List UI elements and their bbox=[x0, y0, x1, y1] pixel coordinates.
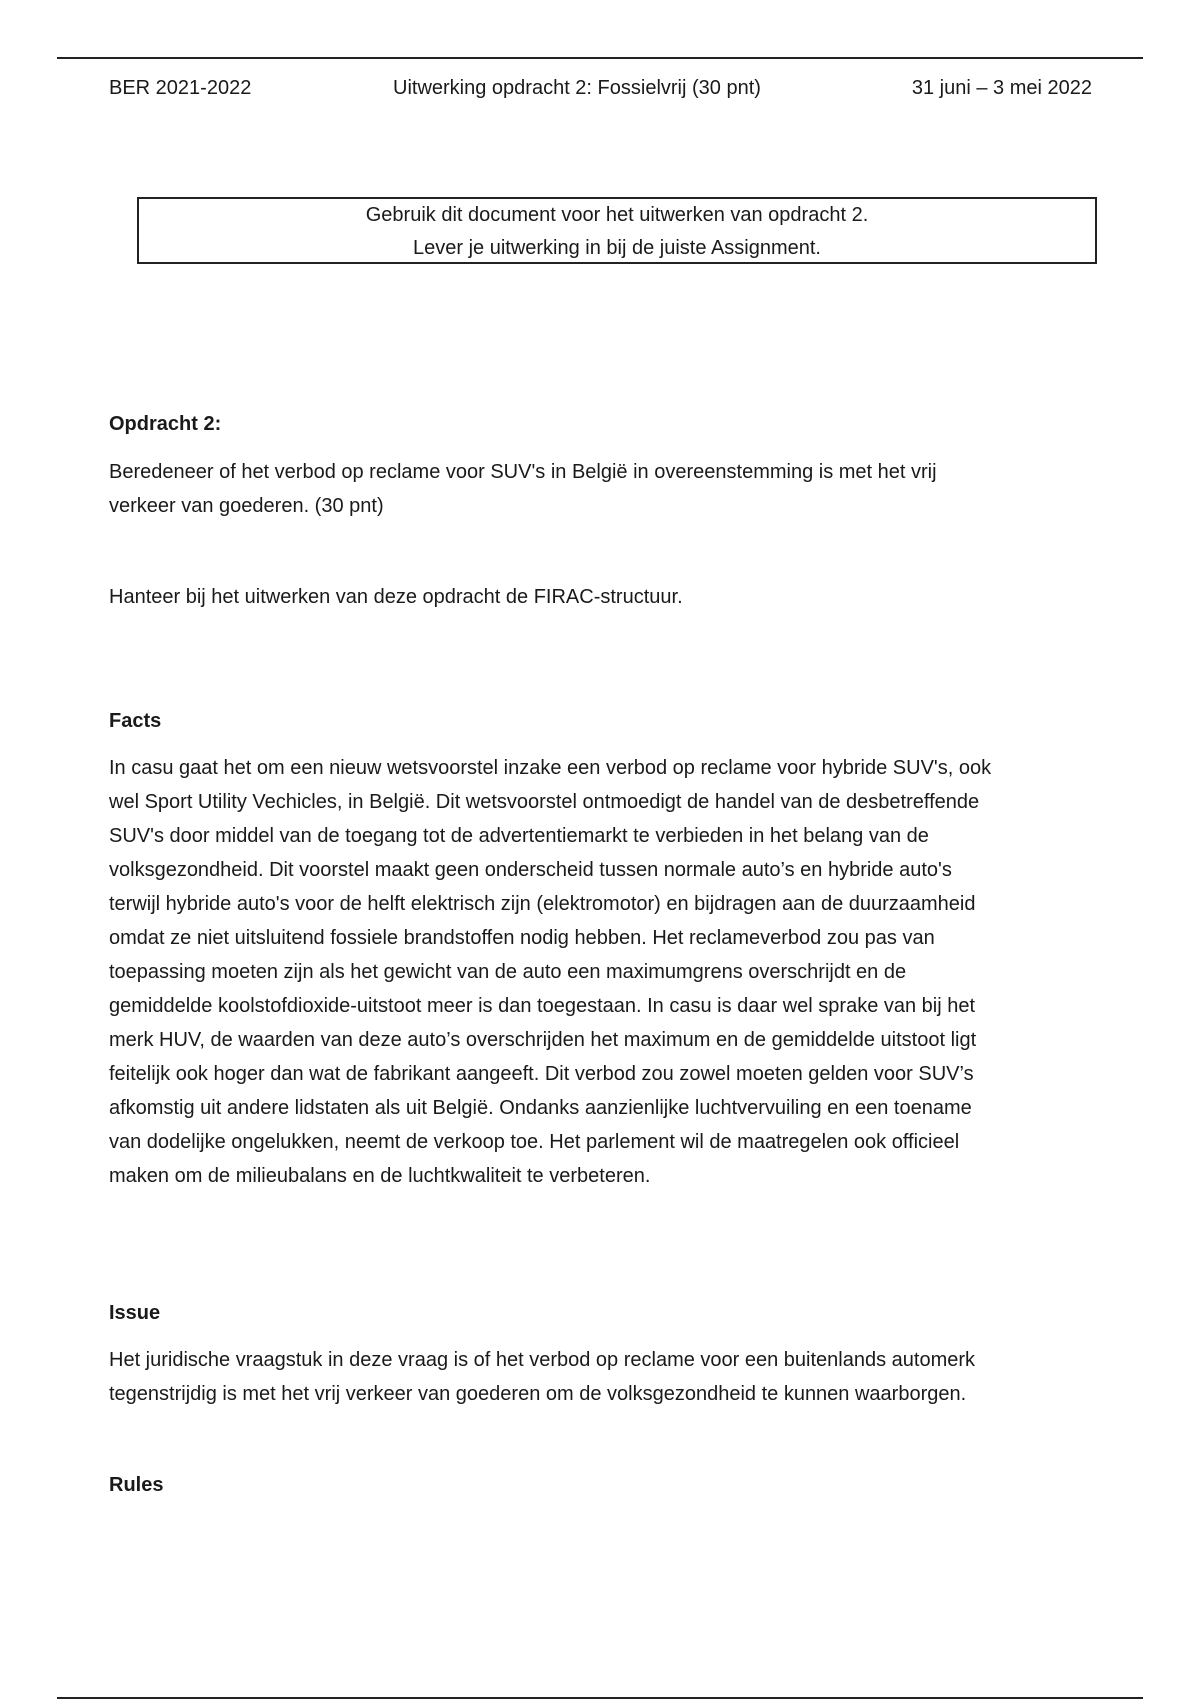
issue-heading: Issue bbox=[109, 1302, 161, 1324]
assignment-title: Uitwerking opdracht 2: Fossielvrij (30 pnt) bbox=[393, 77, 761, 99]
footer-divider bbox=[57, 1697, 1143, 1699]
facts-line: maken om de milieubalans en de luchtkwaliteit te verbeteren. bbox=[109, 1165, 651, 1187]
facts-line: volksgezondheid. Dit voorstel maakt geen onderscheid tussen normale auto’s en hybride auto's bbox=[109, 859, 952, 881]
question-line: Beredeneer of het verbod op reclame voor SUV's in België in overeenstemming is met het vrij bbox=[109, 461, 937, 483]
header-divider bbox=[57, 57, 1143, 59]
facts-line: toepassing moeten zijn als het gewicht van de auto een maximumgrens overschrijdt en de bbox=[109, 961, 907, 983]
facts-line: gemiddelde koolstofdioxide-uitstoot meer is dan toegestaan. In casu is daar wel sprake van bij het bbox=[109, 995, 976, 1017]
facts-line: merk HUV, de waarden van deze auto’s overschrijden het maximum en de gemiddelde uitstoot ligt bbox=[109, 1029, 977, 1051]
page-header bbox=[109, 74, 1092, 102]
issue-paragraph bbox=[109, 1343, 1099, 1411]
instruction-line-2: Lever je uitwerking in bij de juiste Assignment. bbox=[413, 237, 821, 259]
facts-paragraph bbox=[109, 751, 1099, 1193]
facts-line: terwijl hybride auto's voor de helft elektrisch zijn (elektromotor) en bijdragen aan de duurzaamheid bbox=[109, 893, 976, 915]
instruction-text: Hanteer bij het uitwerken van deze opdracht de FIRAC-structuur. bbox=[109, 586, 683, 608]
facts-line: feitelijk ook hoger dan wat de fabrikant aangeeft. Dit verbod zou zowel moeten gelden voor SUV’s bbox=[109, 1063, 974, 1085]
date-range: 31 juni – 3 mei 2022 bbox=[911, 77, 1092, 99]
instruction-line-1: Gebruik dit document voor het uitwerken van opdracht 2. bbox=[365, 204, 869, 226]
facts-line: afkomstig uit andere lidstaten als uit België. Ondanks aanzienlijke luchtvervuiling en een toename bbox=[109, 1097, 972, 1119]
facts-line: van dodelijke ongelukken, neemt de verkoop toe. Het parlement wil de maatregelen ook officieel bbox=[109, 1131, 960, 1153]
facts-line: In casu gaat het om een nieuw wetsvoorstel inzake een verbod op reclame voor hybride SUV's, ook bbox=[109, 757, 992, 779]
facts-heading: Facts bbox=[109, 710, 162, 732]
assignment-heading: Opdracht 2: bbox=[109, 413, 222, 435]
course-code: BER 2021-2022 bbox=[109, 77, 252, 99]
question-line: verkeer van goederen. (30 pnt) bbox=[109, 495, 384, 517]
issue-line: Het juridische vraagstuk in deze vraag is of het verbod op reclame voor een buitenlands automerk bbox=[109, 1349, 976, 1371]
rules-heading: Rules bbox=[109, 1474, 164, 1496]
assignment-question bbox=[109, 455, 1099, 523]
instruction-box bbox=[137, 197, 1097, 264]
facts-line: omdat ze niet uitsluitend fossiele brandstoffen nodig hebben. Het reclameverbod zou pas van bbox=[109, 927, 935, 949]
facts-line: SUV's door middel van de toegang tot de advertentiemarkt te verbieden in het belang van de bbox=[109, 825, 929, 847]
facts-line: wel Sport Utility Vechicles, in België. Dit wetsvoorstel ontmoedigt de handel van de desbetreffende bbox=[109, 791, 980, 813]
assignment-instruction bbox=[109, 580, 1099, 614]
issue-line: tegenstrijdig is met het vrij verkeer van goederen om de volksgezondheid te kunnen waarborgen. bbox=[109, 1383, 967, 1405]
